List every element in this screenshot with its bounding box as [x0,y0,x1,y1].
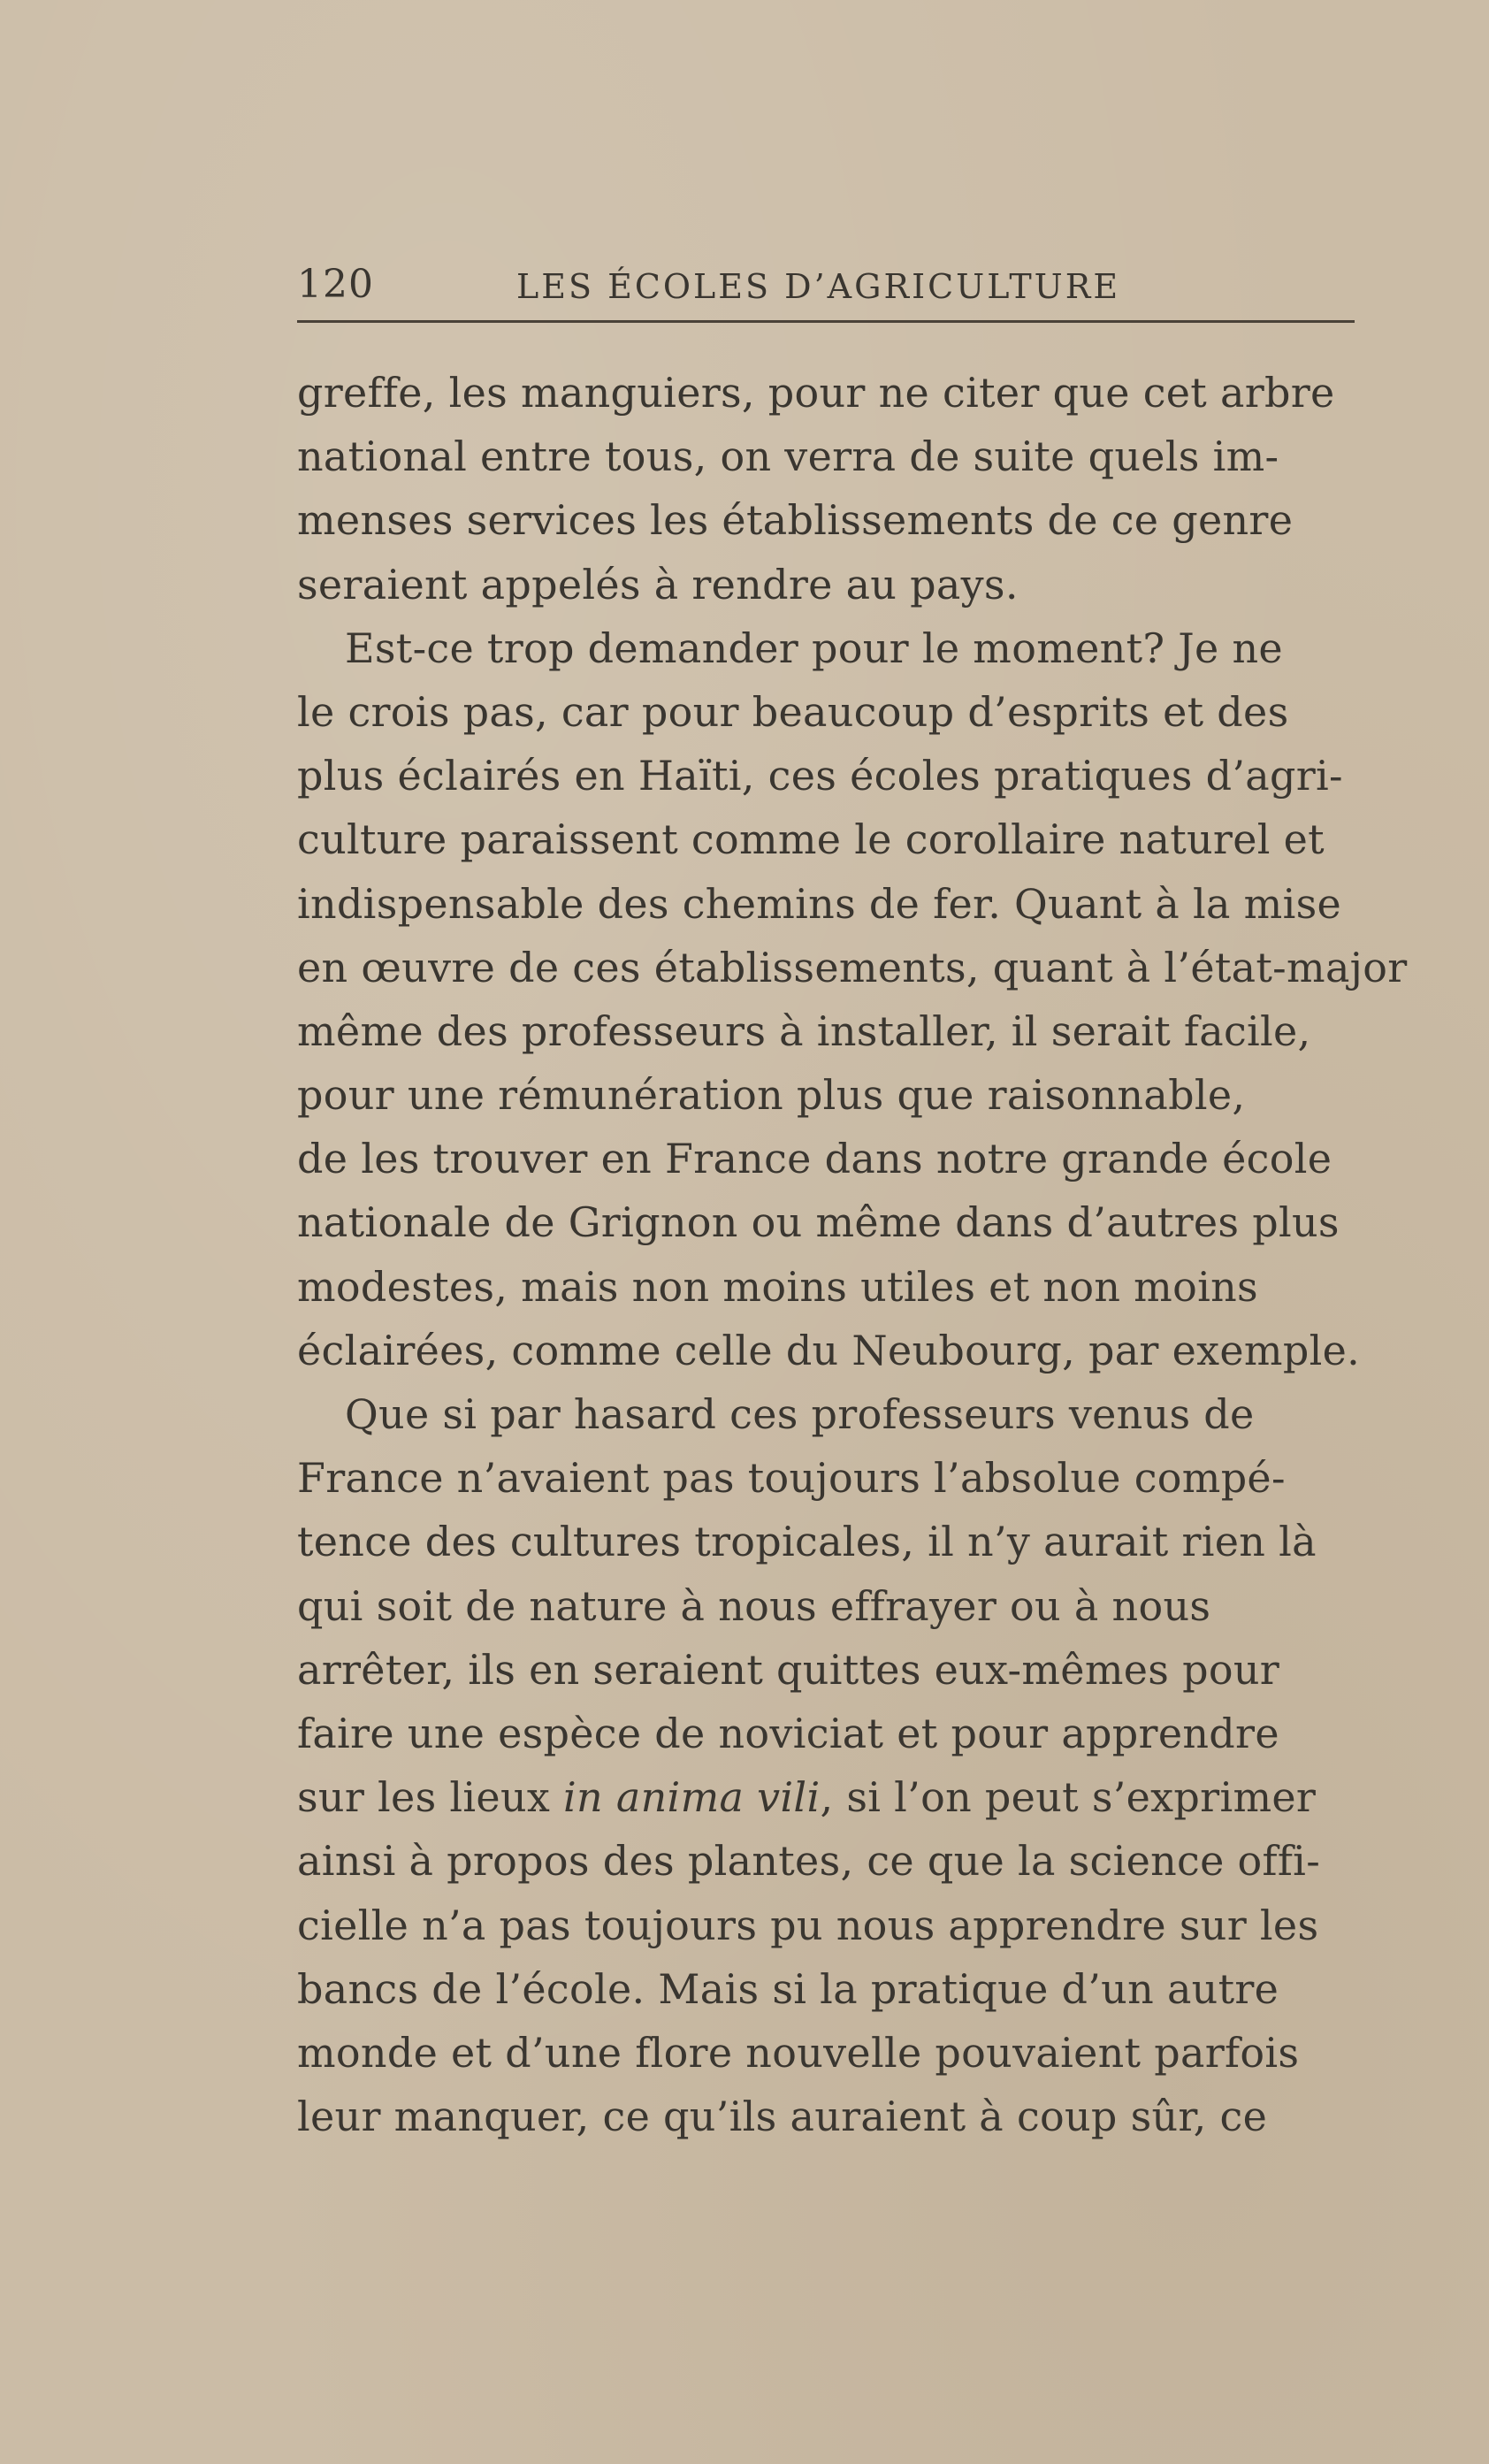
text-line: France n’avaient pas toujours l’absolue compé- [297,1454,1286,1503]
text-line: nationale de Grignon ou même dans d’autres plus [297,1198,1340,1247]
text-line: culture paraissent comme le corollaire naturel et [297,815,1325,864]
text-line: bancs de l’école. Mais si la pratique d’un autre [297,1964,1279,2013]
running-title: LES ÉCOLES D’AGRICULTURE [516,267,1121,306]
text-line: national entre tous, on verra de suite quels im- [297,432,1279,481]
text-line: même des professeurs à installer, il serait facile, [297,1006,1311,1055]
text-line: arrêter, ils en seraient quittes eux-mêmes pour [297,1645,1280,1694]
italic-phrase: in anima vili [563,1773,821,1822]
text-line: modestes, mais non moins utiles et non moins [297,1262,1258,1311]
paragraph-start-line: Est-ce trop demander pour le moment? Je ne [345,624,1283,672]
text-line: seraient appelés à rendre au pays. [297,560,1019,608]
text-line: faire une espèce de noviciat et pour apprendre [297,1709,1279,1757]
text-line: en œuvre de ces établissements, quant à l’état-major [297,943,1408,991]
text-line: monde et d’une flore nouvelle pouvaient parfois [297,2028,1300,2077]
text-line: de les trouver en France dans notre grande école [297,1135,1332,1183]
text-line: éclairées, comme celle du Neubourg, par exemple. [297,1326,1361,1374]
text-line: pour une rémunération plus que raisonnable, [297,1071,1246,1120]
text-line: le crois pas, car pour beaucoup d’esprits et des [297,687,1289,736]
text-line: plus éclairés en Haïti, ces écoles pratiques d’agri- [297,752,1343,800]
text-line: menses services les établissements de ce genre [297,496,1294,545]
header-rule [297,320,1355,323]
text-segment: , si l’on peut s’exprimer [820,1773,1317,1822]
running-head [297,258,1355,322]
text-line: indispensable des chemins de fer. Quant à la mise [297,879,1342,928]
paragraph-start-line: Que si par hasard ces professeurs venus de [345,1390,1255,1438]
text-segment: sur les lieux [297,1773,564,1822]
text-line: ainsi à propos des plantes, ce que la science offi- [297,1837,1321,1886]
text-line: qui soit de nature à nous effrayer ou à nous [297,1581,1211,1630]
page-number: 120 [297,262,374,307]
text-line-with-italic [297,1765,1376,1829]
body-text [297,361,1408,2148]
text-line: tence des cultures tropicales, il n’y aurait rien là [297,1518,1317,1566]
text-line: cielle n’a pas toujours pu nous apprendre sur les [297,1901,1319,1949]
text-line: greffe, les manguiers, pour ne citer que cet arbre [297,369,1335,417]
text-line: leur manquer, ce qu’ils auraient à coup sûr, ce [297,2093,1268,2141]
